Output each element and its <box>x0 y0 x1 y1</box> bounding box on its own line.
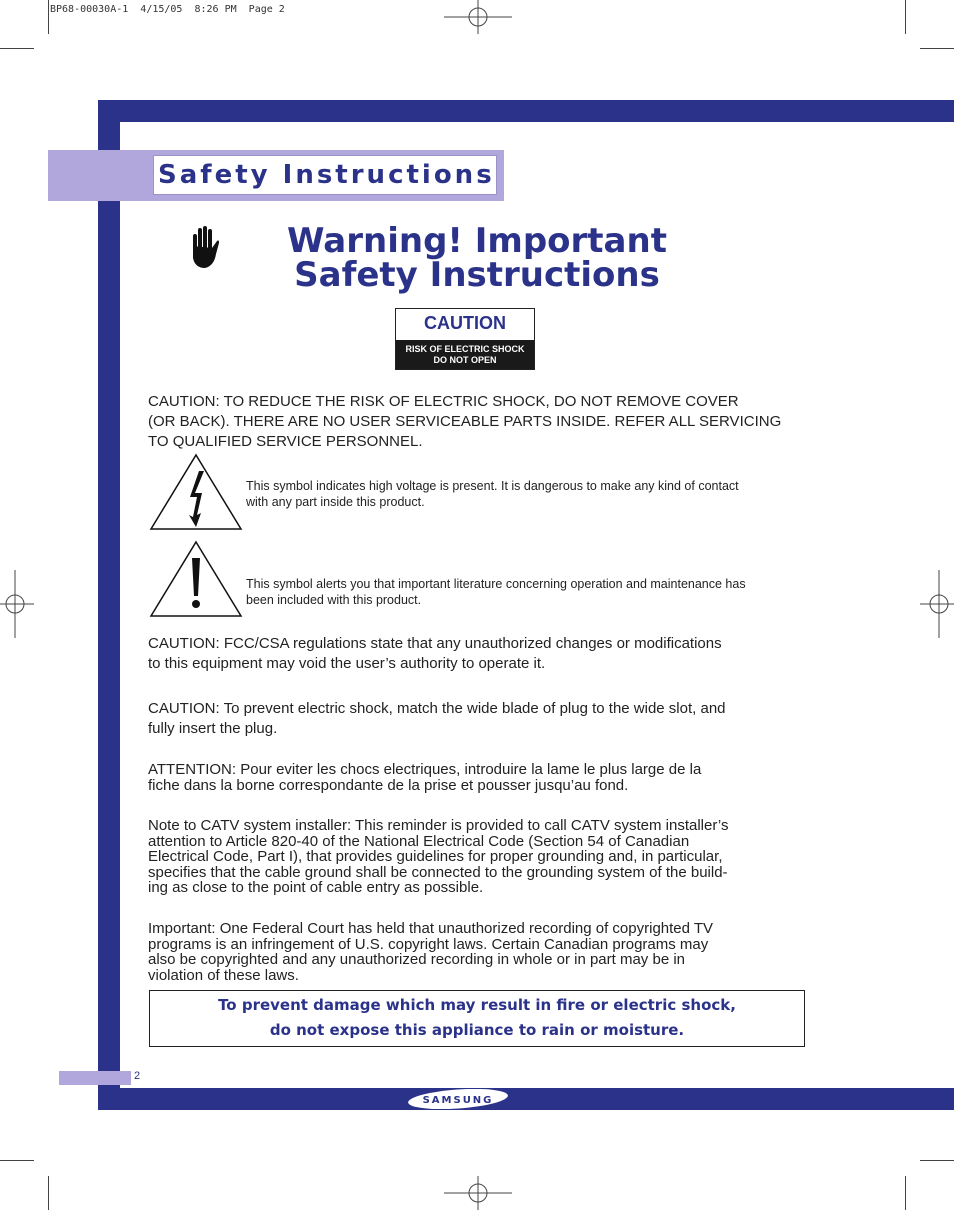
crop-mark <box>0 1160 34 1161</box>
top-band <box>98 100 954 122</box>
page-number-tab <box>59 1071 131 1085</box>
copyright-note-paragraph <box>148 921 808 983</box>
symbol-text-line: This symbol indicates high voltage is present. It is dangerous to make any kind of contact <box>246 479 739 493</box>
registration-mark-top <box>444 0 512 34</box>
attention-line: fiche dans la borne correspondante de la prise et pousser jusqu’au fond. <box>148 776 629 794</box>
crop-mark <box>905 1176 906 1210</box>
caution-label <box>395 308 535 370</box>
caution-cover-line: TO QUALIFIED SERVICE PERSONNEL. <box>148 433 423 450</box>
caution-label-line1: RISK OF ELECTRIC SHOCK <box>405 344 525 354</box>
caution-label-line2: DO NOT OPEN <box>433 355 497 365</box>
crop-mark <box>48 0 49 34</box>
crop-mark <box>920 1160 954 1161</box>
caution-plug-paragraph <box>148 699 808 739</box>
catv-note-line: Note to CATV system installer: This reminder is provided to call CATV system installer’s <box>148 817 729 834</box>
warning-title-line2: Safety Instructions <box>294 255 660 295</box>
page-number: 2 <box>134 1070 141 1082</box>
caution-label-head: CAUTION <box>424 313 506 333</box>
catv-note-line: Electrical Code, Part I), that provides guidelines for proper grounding and, in particular, <box>148 848 723 865</box>
print-header: BP68-00030A-1 4/15/05 8:26 PM Page 2 <box>50 4 285 15</box>
bottom-band <box>98 1088 954 1110</box>
samsung-logo <box>408 1089 508 1109</box>
copyright-note-line: programs is an infringement of U.S. copyright laws. Certain Canadian programs may <box>148 935 709 953</box>
catv-note-paragraph <box>148 818 808 896</box>
caution-cover-line: (OR BACK). THERE ARE NO USER SERVICEABLE PARTS INSIDE. REFER ALL SERVICING <box>148 413 782 430</box>
high-voltage-description <box>246 478 806 510</box>
caution-cover-paragraph <box>148 392 808 452</box>
left-band <box>98 100 120 1110</box>
copyright-note-line: violation of these laws. <box>148 966 299 984</box>
hand-icon <box>190 226 220 270</box>
moisture-warning-box <box>149 990 805 1047</box>
caution-cover-line: CAUTION: TO REDUCE THE RISK OF ELECTRIC SHOCK, DO NOT REMOVE COVER <box>148 393 739 410</box>
attention-french-paragraph <box>148 762 808 793</box>
warning-title-line1: Warning! Important <box>287 221 667 261</box>
registration-mark-bottom <box>444 1176 512 1210</box>
caution-fcc-line: CAUTION: FCC/CSA regulations state that any unauthorized changes or modifications <box>148 635 722 652</box>
catv-note-line: ing as close to the point of cable entry as possible. <box>148 879 484 896</box>
warning-title <box>222 221 732 295</box>
crop-mark <box>905 0 906 34</box>
symbol-text-line: been included with this product. <box>246 593 422 607</box>
caution-plug-line: fully insert the plug. <box>148 720 278 737</box>
registration-mark-right <box>920 570 954 638</box>
copyright-note-line: Important: One Federal Court has held that unauthorized recording of copyrighted TV <box>148 920 714 937</box>
exclamation-icon <box>149 540 243 618</box>
moisture-warning-line: To prevent damage which may result in fire or electric shock, <box>218 996 736 1014</box>
symbol-text-line: with any part inside this product. <box>246 495 425 509</box>
crop-mark <box>0 48 34 49</box>
samsung-logo-text: SAMSUNG <box>422 1095 494 1106</box>
copyright-note-line: also be copyrighted and any unauthorized recording in whole or in part may be in <box>148 951 685 968</box>
caution-label-foot <box>396 340 534 369</box>
catv-note-line: specifies that the cable ground shall be connected to the grounding system of the build- <box>148 863 728 881</box>
attention-line: ATTENTION: Pour eviter les chocs electriques, introduire la lame le plus large de la <box>148 761 702 778</box>
high-voltage-icon <box>149 453 243 531</box>
section-title: Safety Instructions <box>158 160 495 190</box>
moisture-warning-line: do not expose this appliance to rain or moisture. <box>269 1021 685 1039</box>
exclamation-description <box>246 576 806 608</box>
caution-plug-line: CAUTION: To prevent electric shock, match the wide blade of plug to the wide slot, and <box>148 700 726 717</box>
caution-fcc-paragraph <box>148 634 808 674</box>
caution-fcc-line: to this equipment may void the user’s authority to operate it. <box>148 655 546 672</box>
crop-mark <box>920 48 954 49</box>
crop-mark <box>48 1176 49 1210</box>
catv-note-line: attention to Article 820-40 of the National Electrical Code (Section 54 of Canadian <box>148 832 690 850</box>
symbol-text-line: This symbol alerts you that important literature concerning operation and maintenance has <box>246 577 746 591</box>
registration-mark-left <box>0 570 34 638</box>
